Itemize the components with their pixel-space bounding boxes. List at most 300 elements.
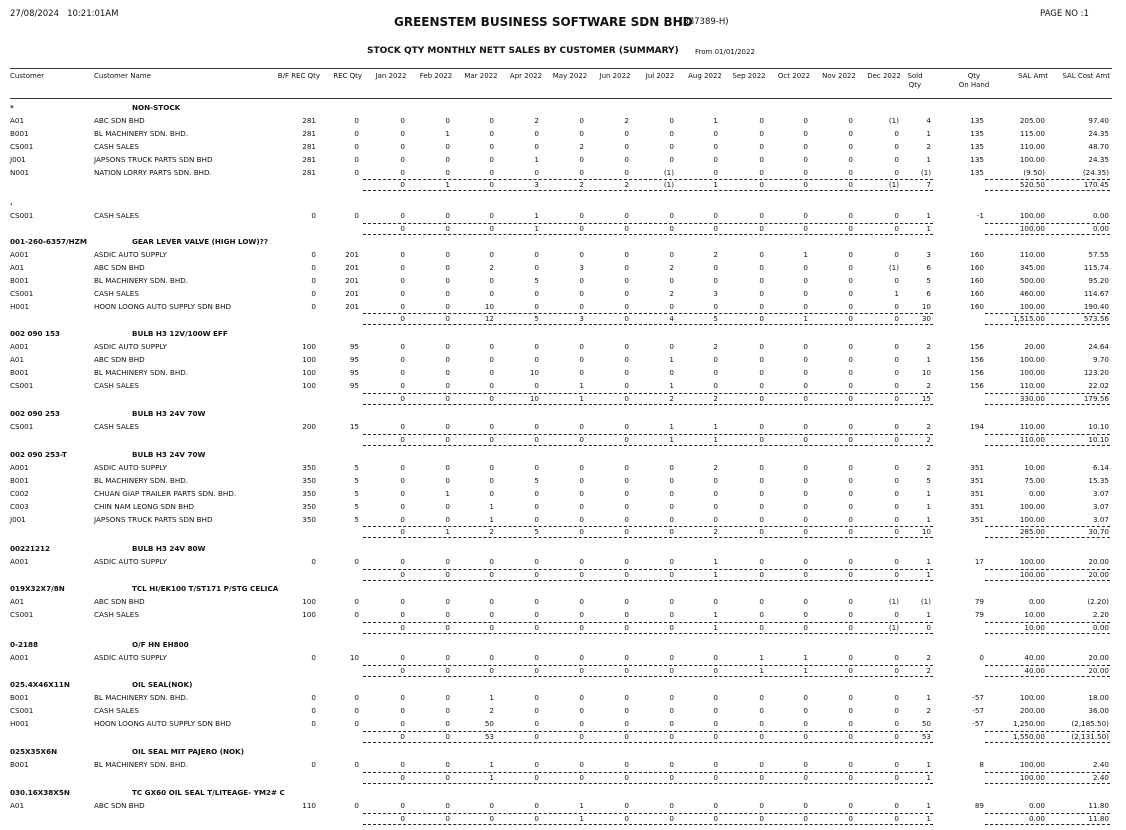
month-qty: 0 — [624, 167, 629, 177]
month-qty: 0 — [713, 154, 718, 164]
month-qty: 0 — [400, 759, 405, 769]
subtotal-month-qty: 0 — [759, 622, 764, 632]
subtotal-rule — [985, 783, 1110, 784]
subtotal-month-qty: 0 — [445, 569, 450, 579]
month-qty: 0 — [579, 488, 584, 498]
month-qty: 0 — [624, 421, 629, 431]
subtotal-sal-cost-amt: (2,131.50) — [1071, 731, 1109, 741]
qty-on-hand: 79 — [974, 596, 984, 606]
table-row — [0, 476, 1126, 486]
month-qty: 0 — [534, 800, 539, 810]
subtotal-month-qty: 0 — [894, 527, 899, 537]
stock-code: 001-260-6357/HZM — [10, 237, 87, 246]
month-qty: 0 — [713, 475, 718, 485]
sal-amt: 1,250.00 — [1012, 718, 1045, 728]
customer-name: JAPSONS TRUCK PARTS SDN BHD — [94, 514, 213, 524]
customer-code: A001 — [10, 249, 29, 259]
month-qty: 0 — [669, 692, 674, 702]
month-qty: 1 — [489, 514, 494, 524]
sal-cost-amt: 95.20 — [1088, 275, 1109, 285]
month-qty: 0 — [669, 759, 674, 769]
month-qty: 0 — [400, 501, 405, 511]
col-month: May 2022 — [552, 72, 588, 80]
month-qty: 0 — [803, 514, 808, 524]
subtotal-month-qty: 0 — [624, 527, 629, 537]
col-month: Sep 2022 — [732, 72, 766, 80]
subtotal-row — [0, 527, 1126, 537]
subtotal-month-qty: 0 — [894, 434, 899, 444]
month-qty: 0 — [894, 154, 899, 164]
month-qty: 0 — [579, 167, 584, 177]
subtotal-month-qty: 0 — [489, 223, 494, 233]
sal-amt: 110.00 — [1019, 249, 1045, 259]
month-qty: 0 — [624, 759, 629, 769]
customer-code: A001 — [10, 341, 29, 351]
qty-on-hand: 79 — [974, 609, 984, 619]
subtotal-month-qty: 0 — [624, 622, 629, 632]
page-number: PAGE NO :1 — [1040, 9, 1089, 19]
month-qty: 0 — [759, 596, 764, 606]
customer-code: N001 — [10, 167, 30, 177]
sold-qty: 2 — [926, 652, 931, 662]
month-qty: 0 — [894, 514, 899, 524]
qty-on-hand: 351 — [970, 462, 984, 472]
subtotal-month-qty: 5 — [534, 527, 539, 537]
subtotal-row — [0, 180, 1126, 190]
month-qty: 0 — [534, 167, 539, 177]
customer-name: BL MACHINERY SDN. BHD. — [94, 692, 189, 702]
subtotal-sold-qty: 1 — [926, 813, 931, 823]
month-qty: 0 — [534, 692, 539, 702]
month-qty: 0 — [445, 141, 450, 151]
month-qty: 0 — [803, 115, 808, 125]
month-qty: 0 — [624, 288, 629, 298]
month-qty: 0 — [713, 488, 718, 498]
sold-qty: 2 — [926, 705, 931, 715]
bf-rec-qty: 0 — [311, 759, 316, 769]
month-qty: 0 — [579, 596, 584, 606]
month-qty: 0 — [759, 167, 764, 177]
month-qty: 0 — [489, 288, 494, 298]
month-qty: 2 — [579, 141, 584, 151]
subtotal-month-qty: 0 — [713, 223, 718, 233]
month-qty: 1 — [803, 249, 808, 259]
month-qty: 0 — [713, 501, 718, 511]
sal-amt: 100.00 — [1019, 514, 1045, 524]
month-qty: 0 — [624, 501, 629, 511]
sal-cost-amt: (2.20) — [1087, 596, 1109, 606]
qty-on-hand: 156 — [970, 367, 984, 377]
month-qty: 0 — [445, 288, 450, 298]
month-qty: 0 — [669, 596, 674, 606]
sold-qty: (1) — [920, 596, 931, 606]
rec-qty: 201 — [345, 301, 359, 311]
stock-group-heading — [0, 450, 1126, 460]
customer-name: ASDIC AUTO SUPPLY — [94, 249, 167, 259]
sal-cost-amt: 22.02 — [1088, 380, 1109, 390]
month-qty: 0 — [803, 367, 808, 377]
subtotal-month-qty: 0 — [624, 393, 629, 403]
month-qty: 0 — [400, 301, 405, 311]
subtotal-rule — [363, 537, 933, 538]
subtotal-rule — [363, 824, 933, 825]
month-qty: 0 — [894, 210, 899, 220]
month-qty: 0 — [624, 488, 629, 498]
month-qty: 0 — [803, 501, 808, 511]
month-qty: 0 — [624, 462, 629, 472]
month-qty: 0 — [848, 249, 853, 259]
subtotal-rule — [363, 190, 933, 191]
subtotal-rule — [985, 324, 1110, 325]
customer-code: J001 — [10, 514, 26, 524]
col-month: Feb 2022 — [419, 72, 453, 80]
month-qty: 0 — [624, 249, 629, 259]
table-row — [0, 515, 1126, 525]
subtotal-month-qty: 0 — [579, 665, 584, 675]
month-qty: 0 — [713, 514, 718, 524]
month-qty: 0 — [759, 128, 764, 138]
month-qty: 0 — [534, 652, 539, 662]
subtotal-sal-cost-amt: 2.40 — [1092, 772, 1109, 782]
month-qty: 0 — [579, 288, 584, 298]
col-month: Jun 2022 — [599, 72, 631, 80]
col-sal-cost-amt: SAL Cost Amt — [1062, 72, 1110, 80]
customer-name: BL MACHINERY SDN. BHD. — [94, 367, 189, 377]
month-qty: 0 — [848, 275, 853, 285]
subtotal-rule — [985, 824, 1110, 825]
month-qty: 1 — [713, 421, 718, 431]
sold-qty: 2 — [926, 421, 931, 431]
bf-rec-qty: 110 — [302, 800, 316, 810]
subtotal-month-qty: 0 — [759, 434, 764, 444]
rec-qty: 0 — [354, 128, 359, 138]
subtotal-month-qty: 1 — [713, 622, 718, 632]
sold-qty: 3 — [926, 249, 931, 259]
subtotal-month-qty: 0 — [624, 731, 629, 741]
month-qty: 0 — [669, 556, 674, 566]
bf-rec-qty: 100 — [302, 609, 316, 619]
sal-amt: 100.00 — [1019, 154, 1045, 164]
sold-qty: 1 — [926, 501, 931, 511]
month-qty: 0 — [489, 652, 494, 662]
month-qty: 0 — [713, 128, 718, 138]
month-qty: 0 — [400, 262, 405, 272]
month-qty: 0 — [848, 154, 853, 164]
stock-code: 0-2188 — [10, 640, 38, 649]
subtotal-month-qty: 0 — [489, 393, 494, 403]
month-qty: 0 — [759, 141, 764, 151]
subtotal-month-qty: 0 — [445, 772, 450, 782]
rec-qty: 0 — [354, 759, 359, 769]
subtotal-month-qty: 4 — [669, 314, 674, 324]
month-qty: 0 — [803, 167, 808, 177]
customer-code: H001 — [10, 301, 30, 311]
subtotal-month-qty: 2 — [489, 527, 494, 537]
month-qty: 0 — [894, 462, 899, 472]
customer-code: CS001 — [10, 705, 34, 715]
subtotal-month-qty: 0 — [489, 180, 494, 190]
subtotal-rule — [363, 742, 933, 743]
subtotal-month-qty: 1 — [489, 772, 494, 782]
customer-name: BL MACHINERY SDN. BHD. — [94, 759, 189, 769]
month-qty: 0 — [759, 475, 764, 485]
qty-on-hand: 351 — [970, 488, 984, 498]
month-qty: 0 — [579, 501, 584, 511]
sal-amt: 200.00 — [1019, 705, 1045, 715]
bf-rec-qty: 350 — [302, 514, 316, 524]
subtotal-month-qty: 0 — [669, 223, 674, 233]
subtotal-month-qty: 0 — [713, 772, 718, 782]
month-qty: 0 — [445, 301, 450, 311]
qty-on-hand: 135 — [970, 154, 984, 164]
subtotal-row — [0, 224, 1126, 234]
month-qty: 0 — [534, 128, 539, 138]
qty-on-hand: 135 — [970, 141, 984, 151]
col-bf-rec-qty: B/F REC Qty — [277, 72, 320, 80]
table-row — [0, 760, 1126, 770]
customer-name: ABC SDN BHD — [94, 354, 145, 364]
subtotal-month-qty: 2 — [669, 393, 674, 403]
subtotal-sal-amt: 0.00 — [1028, 813, 1045, 823]
customer-code: CS001 — [10, 421, 34, 431]
table-row — [0, 168, 1126, 178]
subtotal-month-qty: 0 — [400, 393, 405, 403]
sal-cost-amt: 57.55 — [1088, 249, 1109, 259]
month-qty: 2 — [713, 249, 718, 259]
month-qty: 0 — [669, 128, 674, 138]
sold-qty: 1 — [926, 556, 931, 566]
subtotal-month-qty: 0 — [669, 813, 674, 823]
month-qty: 0 — [894, 341, 899, 351]
bf-rec-qty: 350 — [302, 488, 316, 498]
table-row — [0, 302, 1126, 312]
qty-on-hand: 156 — [970, 341, 984, 351]
subtotal-month-qty: 0 — [579, 569, 584, 579]
bf-rec-qty: 0 — [311, 249, 316, 259]
table-row — [0, 693, 1126, 703]
month-qty: 0 — [579, 718, 584, 728]
qty-on-hand: 89 — [974, 800, 984, 810]
month-qty: 0 — [713, 596, 718, 606]
table-row — [0, 489, 1126, 499]
month-qty: 0 — [624, 705, 629, 715]
month-qty: 0 — [803, 354, 808, 364]
col-month: Jan 2022 — [375, 72, 407, 80]
stock-code: 019X32X7/8N — [10, 584, 65, 593]
month-qty: 0 — [445, 421, 450, 431]
sold-qty: 50 — [921, 718, 931, 728]
month-qty: 0 — [400, 115, 405, 125]
month-qty: 1 — [713, 115, 718, 125]
customer-code: CS001 — [10, 609, 34, 619]
subtotal-month-qty: 0 — [848, 434, 853, 444]
month-qty: 0 — [713, 718, 718, 728]
month-qty: 0 — [445, 759, 450, 769]
month-qty: 0 — [894, 275, 899, 285]
stock-group-heading — [0, 544, 1126, 554]
month-qty: 0 — [848, 210, 853, 220]
subtotal-month-qty: 0 — [445, 813, 450, 823]
customer-code: CS001 — [10, 380, 34, 390]
stock-group-heading — [0, 237, 1126, 247]
month-qty: 0 — [489, 128, 494, 138]
customer-code: H001 — [10, 718, 30, 728]
bf-rec-qty: 281 — [302, 154, 316, 164]
subtotal-rule — [363, 404, 933, 405]
subtotal-month-qty: 0 — [400, 569, 405, 579]
col-qty-on-hand-line2: On Hand — [958, 81, 990, 89]
month-qty: 0 — [579, 210, 584, 220]
month-qty: 0 — [803, 421, 808, 431]
month-qty: 0 — [894, 609, 899, 619]
subtotal-month-qty: 0 — [534, 569, 539, 579]
month-qty: 0 — [400, 800, 405, 810]
month-qty: 0 — [759, 718, 764, 728]
sal-amt: 20.00 — [1024, 341, 1045, 351]
col-rec-qty: REC Qty — [333, 72, 362, 80]
sal-cost-amt: 24.35 — [1088, 128, 1109, 138]
month-qty: 0 — [624, 210, 629, 220]
subtotal-sal-cost-amt: 179.56 — [1083, 393, 1109, 403]
month-qty: 0 — [624, 692, 629, 702]
month-qty: 0 — [489, 380, 494, 390]
customer-code: B001 — [10, 275, 29, 285]
sal-amt: 100.00 — [1019, 301, 1045, 311]
month-qty: 0 — [848, 501, 853, 511]
table-row — [0, 719, 1126, 729]
rec-qty: 5 — [354, 514, 359, 524]
customer-code: CS001 — [10, 210, 34, 220]
month-qty: 0 — [534, 718, 539, 728]
month-qty: 0 — [624, 275, 629, 285]
subtotal-month-qty: 1 — [759, 665, 764, 675]
month-qty: 0 — [803, 800, 808, 810]
customer-name: ABC SDN BHD — [94, 596, 145, 606]
month-qty: 0 — [534, 501, 539, 511]
bf-rec-qty: 281 — [302, 128, 316, 138]
month-qty: 0 — [624, 609, 629, 619]
month-qty: 0 — [803, 275, 808, 285]
table-row — [0, 502, 1126, 512]
sold-qty: 1 — [926, 514, 931, 524]
month-qty: 0 — [534, 759, 539, 769]
month-qty: 0 — [400, 380, 405, 390]
month-qty: 0 — [445, 718, 450, 728]
subtotal-sold-qty: 7 — [926, 180, 931, 190]
subtotal-month-qty: 0 — [579, 731, 584, 741]
subtotal-month-qty: 0 — [669, 569, 674, 579]
subtotal-month-qty: 0 — [759, 180, 764, 190]
month-qty: 0 — [759, 609, 764, 619]
month-qty: 0 — [445, 262, 450, 272]
customer-code: A001 — [10, 556, 29, 566]
subtotal-month-qty: 0 — [400, 223, 405, 233]
bf-rec-qty: 0 — [311, 652, 316, 662]
month-qty: 0 — [400, 288, 405, 298]
subtotal-sal-amt: 40.00 — [1024, 665, 1045, 675]
sal-cost-amt: 2.20 — [1092, 609, 1109, 619]
month-qty: 0 — [713, 141, 718, 151]
rec-qty: 0 — [354, 800, 359, 810]
subtotal-month-qty: 0 — [534, 731, 539, 741]
subtotal-month-qty: 0 — [579, 527, 584, 537]
customer-code: A001 — [10, 462, 29, 472]
customer-name: NATION LORRY PARTS SDN. BHD. — [94, 167, 212, 177]
stock-group-heading — [0, 103, 1126, 113]
subtotal-rule — [985, 190, 1110, 191]
table-row — [0, 263, 1126, 273]
subtotal-rule — [363, 633, 933, 634]
header-top-rule — [10, 68, 1112, 69]
month-qty: 0 — [445, 475, 450, 485]
month-qty: 0 — [713, 262, 718, 272]
bf-rec-qty: 100 — [302, 380, 316, 390]
sold-qty: 10 — [921, 301, 931, 311]
sal-amt: 100.00 — [1019, 759, 1045, 769]
subtotal-sold-qty: 2 — [926, 665, 931, 675]
bf-rec-qty: 100 — [302, 596, 316, 606]
rec-qty: 95 — [349, 380, 359, 390]
month-qty: (1) — [888, 596, 899, 606]
stock-code: * — [10, 103, 14, 112]
month-qty: 0 — [400, 167, 405, 177]
sold-qty: 4 — [926, 115, 931, 125]
month-qty: 0 — [848, 141, 853, 151]
month-qty: 0 — [759, 154, 764, 164]
sal-amt: 460.00 — [1019, 288, 1045, 298]
subtotal-month-qty: 0 — [534, 772, 539, 782]
month-qty: 0 — [445, 341, 450, 351]
qty-on-hand: 351 — [970, 501, 984, 511]
table-row — [0, 368, 1126, 378]
month-qty: 0 — [400, 249, 405, 259]
stock-code: 00221212 — [10, 544, 51, 553]
customer-name: ABC SDN BHD — [94, 262, 145, 272]
month-qty: 1 — [894, 288, 899, 298]
rec-qty: 95 — [349, 367, 359, 377]
month-qty: 0 — [400, 154, 405, 164]
month-qty: 0 — [759, 380, 764, 390]
subtotal-month-qty: 1 — [803, 665, 808, 675]
qty-on-hand: 194 — [970, 421, 984, 431]
month-qty: 0 — [579, 421, 584, 431]
subtotal-month-qty: 0 — [803, 731, 808, 741]
month-qty: 0 — [713, 301, 718, 311]
month-qty: 0 — [713, 167, 718, 177]
sold-qty: 1 — [926, 210, 931, 220]
rec-qty: 95 — [349, 341, 359, 351]
subtotal-sal-cost-amt: 20.00 — [1088, 569, 1109, 579]
subtotal-sold-qty: 53 — [921, 731, 931, 741]
subtotal-month-qty: 0 — [894, 665, 899, 675]
bf-rec-qty: 0 — [311, 556, 316, 566]
subtotal-month-qty: 5 — [713, 314, 718, 324]
month-qty: 0 — [534, 249, 539, 259]
month-qty: 0 — [803, 462, 808, 472]
subtotal-month-qty: 0 — [534, 434, 539, 444]
subtotal-month-qty: (1) — [888, 180, 899, 190]
sold-qty: 5 — [926, 475, 931, 485]
qty-on-hand: 156 — [970, 354, 984, 364]
month-qty: 0 — [400, 141, 405, 151]
sal-cost-amt: 11.80 — [1088, 800, 1109, 810]
month-qty: 0 — [759, 556, 764, 566]
subtotal-row — [0, 623, 1126, 633]
month-qty: 0 — [579, 652, 584, 662]
bf-rec-qty: 0 — [311, 288, 316, 298]
month-qty: 0 — [848, 718, 853, 728]
table-row — [0, 129, 1126, 139]
